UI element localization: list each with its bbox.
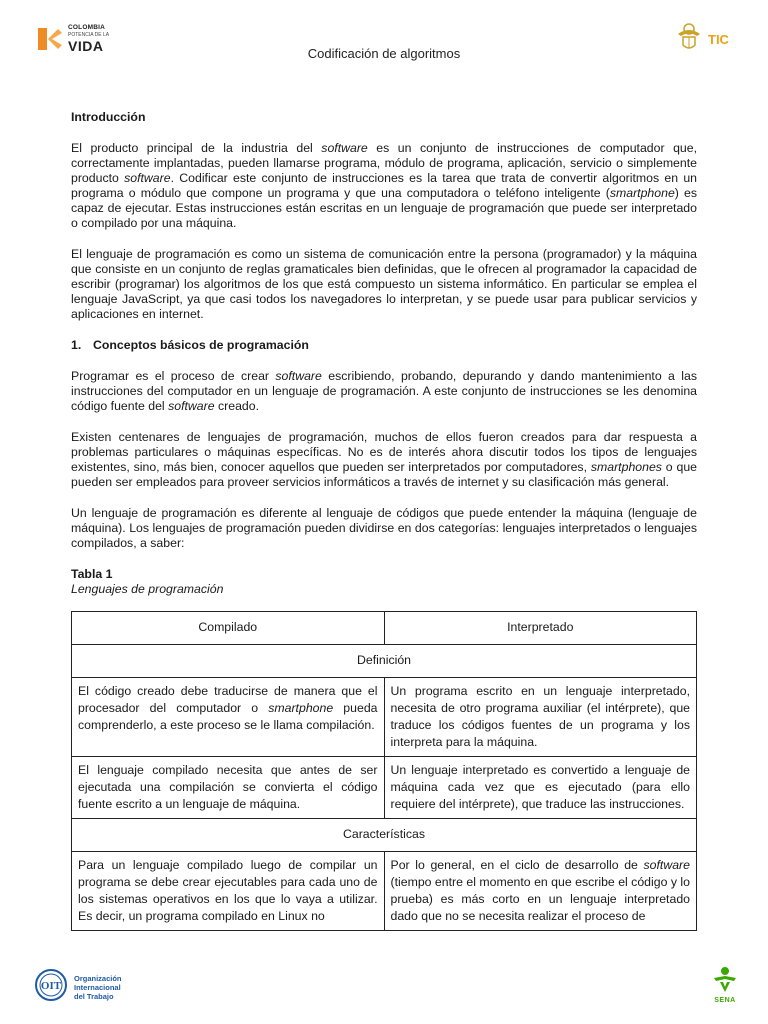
logo-line-3: VIDA xyxy=(68,37,104,54)
svg-text:OIT: OIT xyxy=(40,980,62,992)
section-1-paragraph-2: Existen centenares de lenguajes de programación, muchos de ellos fueron creados para dar respuesta a problemas particulares o máquinas específicas. No es de interés ahora discutir todos los tipos de lenguajes existentes, sino, más bien, conocer aquellos que pueden ser interpretados por computadores, smartphones o que pueden ser empleados para proveer servicios informáticos a través de internet y su clasificación más general. xyxy=(71,430,697,489)
languages-table xyxy=(71,611,697,931)
col-header-compiled: Compilado xyxy=(72,612,385,645)
col-header-interpreted: Interpretado xyxy=(384,612,697,645)
mintic-logo xyxy=(676,22,729,57)
logo-line-2: POTENCIA DE LA xyxy=(68,31,110,38)
section-characteristics: Características xyxy=(72,819,697,852)
table-cell: Por lo general, en el ciclo de desarrollo de software (tiempo entre el momento en que escribe el código y lo prueba) es más corto en un lenguaje interpretado dado que no se necesita realizar el proceso de xyxy=(384,852,697,931)
table-cell: Un lenguaje interpretado es convertido a lenguaje de máquina cada vez que es ejecutado (para ello requiere del intérprete), que traduce las instrucciones. xyxy=(384,757,697,819)
document-title: Codificación de algoritmos xyxy=(307,46,461,61)
table-section-row xyxy=(72,819,697,852)
table-cell: El código creado debe traducirse de manera que el procesador del computador o smartphone pueda comprenderlo, a este proceso se le llama compilación. xyxy=(72,678,385,757)
table-cell: Un programa escrito en un lenguaje interpretado, necesita de otro programa auxiliar (el intérprete), que traduce los códigos fuentes de un programa y los interpreta para la máquina. xyxy=(384,678,697,757)
sena-logo xyxy=(710,966,740,1004)
tic-label: TIC xyxy=(708,32,729,47)
ilo-line-1: Organización xyxy=(74,974,122,983)
ilo-line-2: Internacional xyxy=(74,983,121,992)
ilo-logo xyxy=(34,968,122,1007)
section-1-paragraph-3: Un lenguaje de programación es diferente al lenguaje de códigos que puede entender la máquina (lenguaje de máquina). Los lenguajes de programación pueden dividirse en dos categorías: lenguajes interpretados o lenguajes compilados, a saber: xyxy=(71,506,697,550)
ilo-emblem-icon xyxy=(34,968,68,1007)
page-header xyxy=(0,0,768,90)
table-cell: El lenguaje compilado necesita que antes de ser ejecutada una compilación se convierta el código fuente escrito a un lenguaje de máquina. xyxy=(72,757,385,819)
logo-line-1: COLOMBIA xyxy=(68,24,105,32)
table-section-row xyxy=(72,645,697,678)
table-row xyxy=(72,852,697,931)
section-1-heading: 1. Conceptos básicos de programación xyxy=(71,338,309,352)
section-1-paragraph-1: Programar es el proceso de crear software escribiendo, probando, depurando y dando mantenimiento a las instrucciones del computador en un lenguaje de programación. A este conjunto de instrucciones se les denomina código fuente del software creado. xyxy=(71,369,697,413)
coat-of-arms-icon xyxy=(676,22,702,57)
table-row xyxy=(72,757,697,819)
table-caption: Lenguajes de programación xyxy=(71,582,224,596)
table-row xyxy=(72,678,697,757)
intro-heading: Introducción xyxy=(71,110,146,124)
section-definition: Definición xyxy=(72,645,697,678)
document-body xyxy=(71,110,697,931)
intro-paragraph-1: El producto principal de la industria del software es un conjunto de instrucciones de computador que, correctamente implantadas, pueden llamarse programa, módulo de programa, aplicación, servicio o simplemente producto software. Codificar este conjunto de instrucciones es la tarea que trata de convertir algoritmos en un programa o módulo que compone un programa y que una computadora o teléfono inteligente (smartphone) es capaz de ejecutar. Estas instrucciones están escritas en un lenguaje de programación que puede ser interpretado o compilado por una máquina. xyxy=(71,141,698,230)
table-cell: Para un lenguaje compilado luego de compilar un programa se debe crear ejecutables para cada uno de los sistemas operativos en los que lo vaya a utilizar. Es decir, un programa compilado en Linux no xyxy=(72,852,385,931)
ilo-line-3: del Trabajo xyxy=(74,992,114,1001)
sena-figure-icon xyxy=(710,979,740,996)
table-label: Tabla 1 xyxy=(71,567,113,581)
table-header-row xyxy=(72,612,697,645)
intro-paragraph-2: El lenguaje de programación es como un sistema de comunicación entre la persona (programador) y la máquina que consiste en un conjunto de reglas gramaticales bien definidas, que le ofrecen al programador la capacidad de escribir (programar) los algoritmos de los que está compuesto un sistema informático. En particular se emplea el lenguaje JavaScript, ya que casi todos los navegadores lo interpretan, y se puede usar para publicar servicios y aplicaciones en internet. xyxy=(71,247,697,321)
sena-label: SENA xyxy=(714,997,736,1004)
